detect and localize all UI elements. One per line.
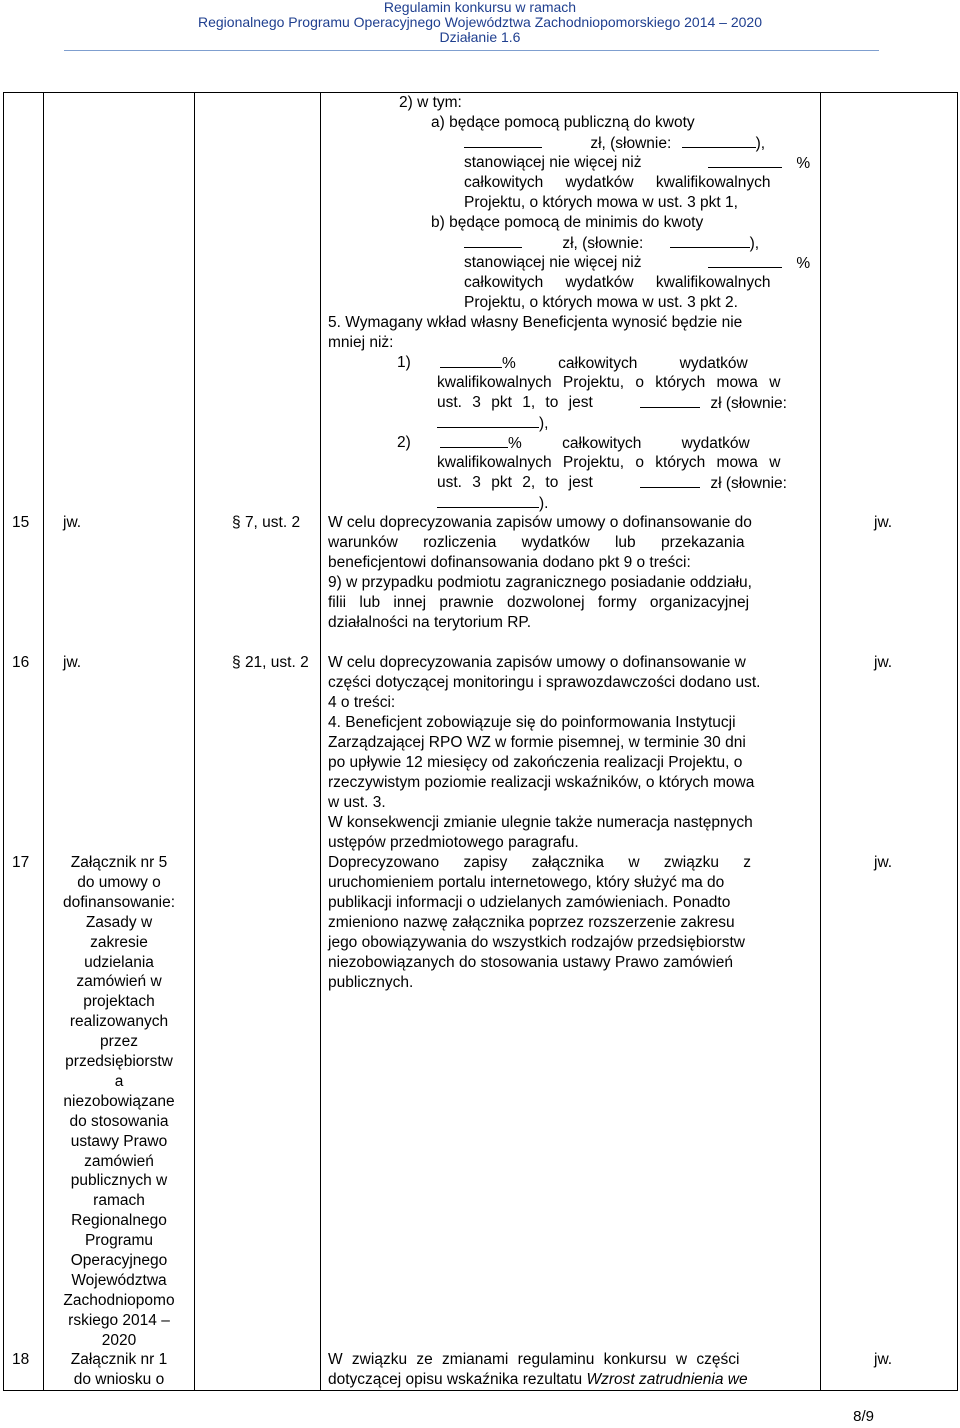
row-desc-line: W konsekwencji zmianie ulegnie także numeracja następnych: [328, 814, 753, 831]
row-doc-line: Operacyjnego: [70, 1252, 168, 1269]
cont-line: Projektu, o których mowa w ust. 3 pkt 1,: [464, 194, 738, 211]
cont-line: kwalifikowalnych Projektu, o których mowa w: [437, 374, 781, 391]
reference-text: 7, ust. 2: [244, 514, 301, 531]
row-desc-line: Zarządzającej RPO WZ w formie pisemnej, w terminie 30 dni: [328, 734, 746, 751]
row-desc-line: 4 o treści:: [328, 694, 396, 711]
blank-field: [437, 413, 539, 428]
cont-text: zł, (słownie:: [562, 235, 644, 252]
cont-line: ust. 3 pkt 1, to jest: [437, 394, 593, 411]
row-desc-line: rzeczywistym poziomie realizacji wskaźników, o których mowa: [328, 774, 755, 791]
row-desc-line: beneficjentowi dofinansowania dodano pkt 9 o treści:: [328, 554, 691, 571]
row-reference: § 7, ust. 2: [232, 514, 301, 531]
header-line-2: Regionalnego Programu Operacyjnego Województwa Zachodniopomorskiego 2014 – 2020: [198, 14, 762, 30]
cont-text: % całkowitych wydatków: [508, 435, 750, 452]
row-desc-line: w ust. 3.: [328, 794, 386, 811]
row-number: 16: [12, 654, 30, 671]
row-desc-line: Doprecyzowano zapisy załącznika w związku z: [328, 854, 752, 871]
cont-text: ),: [755, 135, 766, 152]
blank-field: [708, 253, 782, 268]
table-border-top: [3, 92, 958, 93]
row-doc-line: do stosowania: [69, 1112, 169, 1130]
row-doc-type: jw.: [63, 514, 82, 531]
blank-field: [708, 153, 782, 168]
blank-zl: [640, 393, 787, 414]
cont-text: ).: [539, 495, 549, 512]
row-desc-line: ustępów przedmiotowego paragrafu.: [328, 834, 579, 851]
cont-line: całkowitych wydatków kwalifikowalnych: [464, 274, 771, 291]
row-number: 18: [12, 1351, 30, 1368]
row-desc-line: W celu doprecyzowania zapisów umowy o dofinansowanie do: [328, 514, 752, 531]
row-doc-line: Regionalnego: [71, 1212, 167, 1230]
row-doc-line: dofinansowanie:: [62, 893, 176, 911]
blank-field: [464, 133, 542, 148]
row-desc-line: jego obowiązywania do wszystkich rodzajów przedsiębiorstw: [328, 934, 745, 951]
table-border-right: [957, 92, 958, 1390]
cont-text: zł (słownie:: [710, 475, 787, 492]
blank-field: [670, 233, 750, 248]
table-col-divider-3: [320, 92, 321, 1390]
row-doc-line: rskiego 2014 –: [68, 1311, 170, 1329]
row-doc-line: ustawy Prawo: [70, 1132, 168, 1150]
row-doc-line: niezobowiązane: [63, 1092, 175, 1110]
header-divider: [64, 50, 879, 51]
cont-line: 2): [397, 434, 411, 451]
cont-line-blanks: [464, 233, 810, 254]
cont-text: ),: [749, 235, 760, 252]
row-doc-line: zamówień: [84, 1152, 154, 1170]
blank-percent: [708, 153, 810, 174]
row-doc-line: udzielania: [84, 953, 154, 971]
row-doc-type: jw.: [63, 654, 82, 671]
table-col-divider-2: [194, 92, 195, 1390]
cont-line-blanks: [464, 133, 810, 154]
row-desc-line: po upływie 12 miesięcy od zakończenia realizacji Projektu, o: [328, 754, 743, 771]
cont-text: zł (słownie:: [710, 395, 787, 412]
header-line-1: Regulamin konkursu w ramach: [383, 0, 577, 15]
cont-line: mniej niż:: [328, 334, 394, 351]
row-desc-line: [328, 1370, 748, 1390]
row-doc-line: Województwa: [71, 1271, 167, 1289]
blank-field: [440, 353, 502, 368]
reference-text: 21, ust. 2: [244, 654, 309, 671]
row-status: jw.: [874, 654, 893, 671]
row-doc-line: publicznych w: [70, 1172, 168, 1190]
cont-line: b) będące pomocą de minimis do kwoty: [431, 214, 704, 231]
row-doc-line: przedsiębiorstw: [65, 1053, 173, 1070]
row-status: jw.: [874, 1351, 893, 1368]
row-doc-line: do wniosku o: [73, 1371, 165, 1388]
row-desc-line: publikacji informacji o udzielanych zamówieniach. Ponadto: [328, 894, 731, 911]
row-doc-line: Programu: [84, 1232, 154, 1250]
cont-line: stanowiącej nie więcej niż: [464, 154, 642, 171]
row-desc-line: publicznych.: [328, 974, 414, 991]
blank-field: [640, 473, 700, 488]
row-doc-line: przez: [100, 1033, 138, 1051]
row-number: 15: [12, 514, 30, 531]
cont-line: całkowitych wydatków kwalifikowalnych: [464, 174, 771, 191]
cont-line: Projektu, o których mowa w ust. 3 pkt 2.: [464, 294, 738, 311]
row-desc-line: filii lub innej prawnie dozwolonej formy organizacyjnej: [328, 594, 750, 611]
cont-text: %: [796, 255, 811, 272]
row-doc-line: Zasady w: [85, 913, 153, 931]
row-desc-line: W celu doprecyzowania zapisów umowy o dofinansowanie w: [328, 654, 746, 671]
row-desc-line: W związku ze zmianami regulaminu konkursu w części: [328, 1351, 740, 1368]
row-doc-line: zamówień w: [76, 973, 162, 991]
desc-italic-text: Wzrost zatrudnienia we: [586, 1371, 748, 1388]
blank-field: [640, 393, 700, 408]
row-doc-line: do umowy o: [77, 873, 161, 891]
row-status: jw.: [874, 514, 893, 531]
row-desc-line: zmieniono nazwę załącznika poprzez rozszerzenie zakresu: [328, 914, 735, 931]
cont-text: % całkowitych wydatków: [502, 355, 748, 372]
cont-text: zł, (słownie:: [590, 135, 672, 152]
row-doc-line: a: [114, 1072, 124, 1090]
row-desc-line: 9) w przypadku podmiotu zagranicznego posiadanie oddziału,: [328, 574, 752, 591]
cont-text: ),: [539, 415, 549, 432]
cont-line: kwalifikowalnych Projektu, o których mowa w: [437, 454, 781, 471]
blank-word: [437, 413, 548, 434]
cont-line: 1): [397, 354, 411, 371]
row-doc-line: 2020: [101, 1331, 137, 1349]
row-status: jw.: [874, 854, 893, 871]
row-desc-line: niezobowiązanych do stosowania ustawy Prawo zamówień: [328, 954, 733, 971]
row-reference: § 21, ust. 2: [232, 654, 309, 671]
cont-line: ust. 3 pkt 2, to jest: [437, 474, 593, 491]
blank-percent: [440, 353, 748, 374]
blank-field: [682, 133, 756, 148]
row-desc-line: części dotyczącej monitoringu i sprawozdawczości dodano ust.: [328, 674, 761, 691]
row-desc-line: uruchomieniem portalu internetowego, który służyć ma do: [328, 874, 725, 891]
table-border-bottom: [3, 1390, 958, 1391]
cont-text: %: [796, 155, 811, 172]
table-col-divider-4: [820, 92, 821, 1390]
blank-percent: [440, 433, 750, 454]
blank-field: [440, 433, 508, 448]
header-line-3: Działanie 1.6: [439, 29, 521, 45]
blank-zl: [640, 473, 787, 494]
row-doc-line: zakresie: [90, 933, 148, 951]
row-desc-line: 4. Beneficjent zobowiązuje się do poinformowania Instytucji: [328, 714, 736, 731]
cont-line: 2) w tym:: [399, 94, 462, 111]
blank-field: [464, 233, 522, 248]
row-doc-line: Załącznik nr 5: [70, 854, 168, 871]
row-doc-line: realizowanych: [69, 1013, 169, 1031]
row-number: 17: [12, 854, 30, 871]
blank-word: [437, 493, 548, 514]
blank-field: [437, 493, 539, 508]
row-doc-line: Zachodniopomo: [63, 1291, 175, 1309]
cont-line: a) będące pomocą publiczną do kwoty: [431, 114, 695, 131]
blank-percent: [708, 253, 810, 274]
cont-line: stanowiącej nie więcej niż: [464, 254, 642, 271]
row-doc-line: ramach: [93, 1192, 145, 1210]
row-desc-line: warunków rozliczenia wydatków lub przekazania: [328, 534, 745, 551]
table-border-left: [3, 92, 4, 1390]
cont-line: 5. Wymagany wkład własny Beneficjenta wynosić będzie nie: [328, 314, 743, 331]
row-desc-line: działalności na terytorium RP.: [328, 614, 532, 631]
row-doc-line: projektach: [83, 993, 155, 1011]
row-doc-line: Załącznik nr 1: [70, 1351, 168, 1368]
page-number: 8/9: [853, 1408, 874, 1425]
desc-plain-text: dotyczącej opisu wskaźnika rezultatu: [328, 1371, 587, 1388]
